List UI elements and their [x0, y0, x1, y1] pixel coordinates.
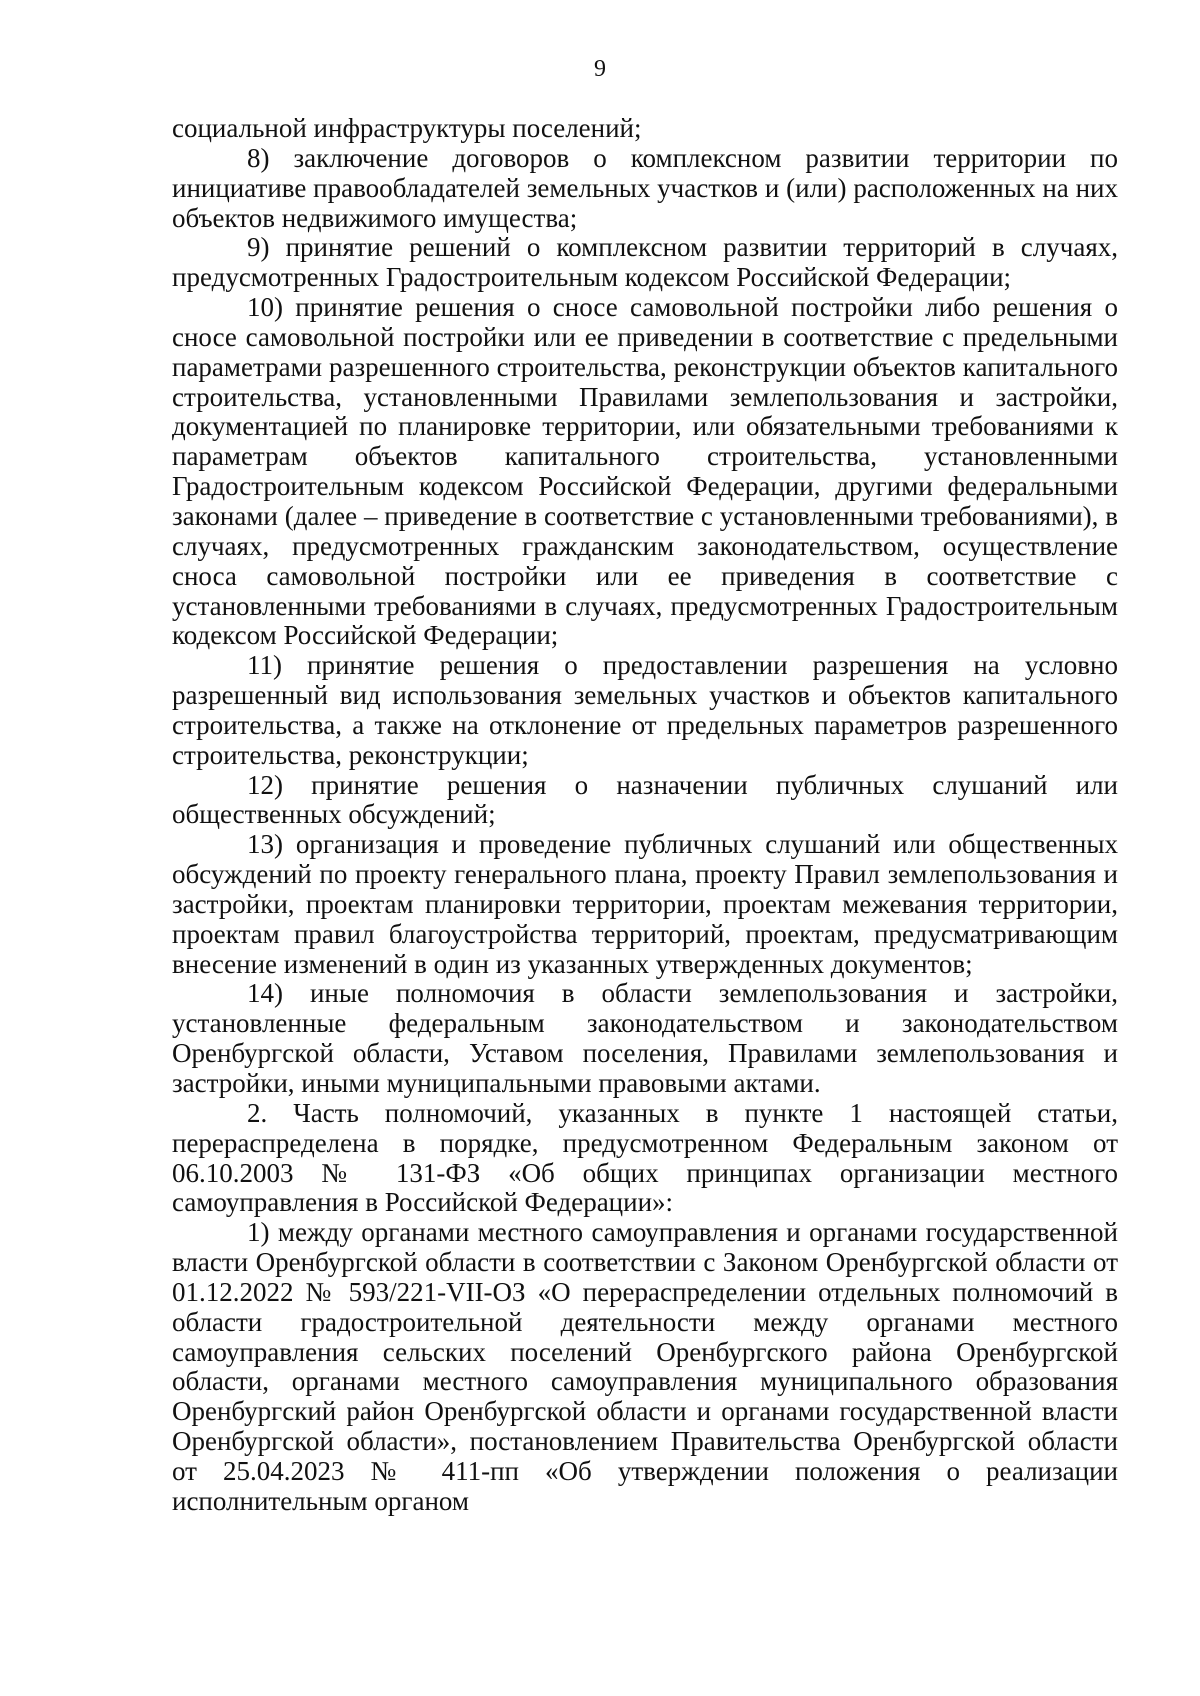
paragraph: 12) принятие решения о назначении публичных слушаний или общественных обсуждений; [172, 769, 1118, 830]
paragraph: 2. Часть полномочий, указанных в пункте 1 настоящей статьи, перераспределена в порядке, предусмотренном Федеральным законом от 06.10.2003 № 131-ФЗ «Об общих принципах организации местного самоуправления в Российской Федерации»: [172, 1097, 1118, 1218]
paragraph: 9) принятие решений о комплексном развитии территорий в случаях, предусмотренных Градостроительным кодексом Российской Федерации; [172, 232, 1118, 293]
paragraph: 8) заключение договоров о комплексном развитии территории по инициативе правообладателей земельных участков и (или) расположенных на них объектов недвижимого имущества; [172, 142, 1118, 233]
paragraph: 14) иные полномочия в области землепользования и застройки, установленные федеральным законодательством и законодательством Оренбургской области, Уставом поселения, Правилами землепользования и застройки, иными муниципальными правовыми актами. [172, 978, 1118, 1098]
paragraph: 13) организация и проведение публичных слушаний или общественных обсуждений по проекту генерального плана, проекту Правил землепользования и застройки, проектам планировки территории, проектам межевания территории, проектам правил благоустройства территорий, проектам, предусматривающим внесение изменений в один из указанных утвержденных документов; [172, 829, 1118, 979]
document-body [172, 114, 1118, 1517]
paragraph: 10) принятие решения о сносе самовольной постройки либо решения о сносе самовольной постройки или ее приведении в соответствие с предельными параметрами разрешенного строительства, реконструкции объектов капитального строительства, установленными Правилами землепользования и застройки, документацией по планировке территории, или обязательными требованиями к параметрам объектов капитального строительства, установленными Градостроительным кодексом Российской Федерации, другими федеральными законами (далее – приведение в соответствие с установленными требованиями), в случаях, предусмотренных гражданским законодательством, осуществление сноса самовольной постройки или ее приведения в соответствие с установленными требованиями в случаях, предусмотренных Градостроительным кодексом Российской Федерации; [172, 292, 1118, 651]
paragraph: социальной инфраструктуры поселений; [172, 113, 642, 143]
paragraph: 1) между органами местного самоуправления и органами государственной власти Оренбургской области в соответствии с Законом Оренбургской области от 01.12.2022 № 593/221-VII-ОЗ «О перераспределении отдельных полномочий в области градостроительной деятельности между органами местного самоуправления сельских поселений Оренбургского района Оренбургской области, органами местного самоуправления муниципального образования Оренбургский район Оренбургской области и органами государственной власти Оренбургской области», постановлением Правительства Оренбургской области от 25.04.2023 № 411-пп «Об утверждении положения о реализации исполнительным органом [172, 1217, 1118, 1516]
page-number: 9 [594, 56, 606, 82]
paragraph: 11) принятие решения о предоставлении разрешения на условно разрешенный вид использования земельных участков и объектов капитального строительства, а также на отклонение от предельных параметров разрешенного строительства, реконструкции; [172, 650, 1118, 770]
